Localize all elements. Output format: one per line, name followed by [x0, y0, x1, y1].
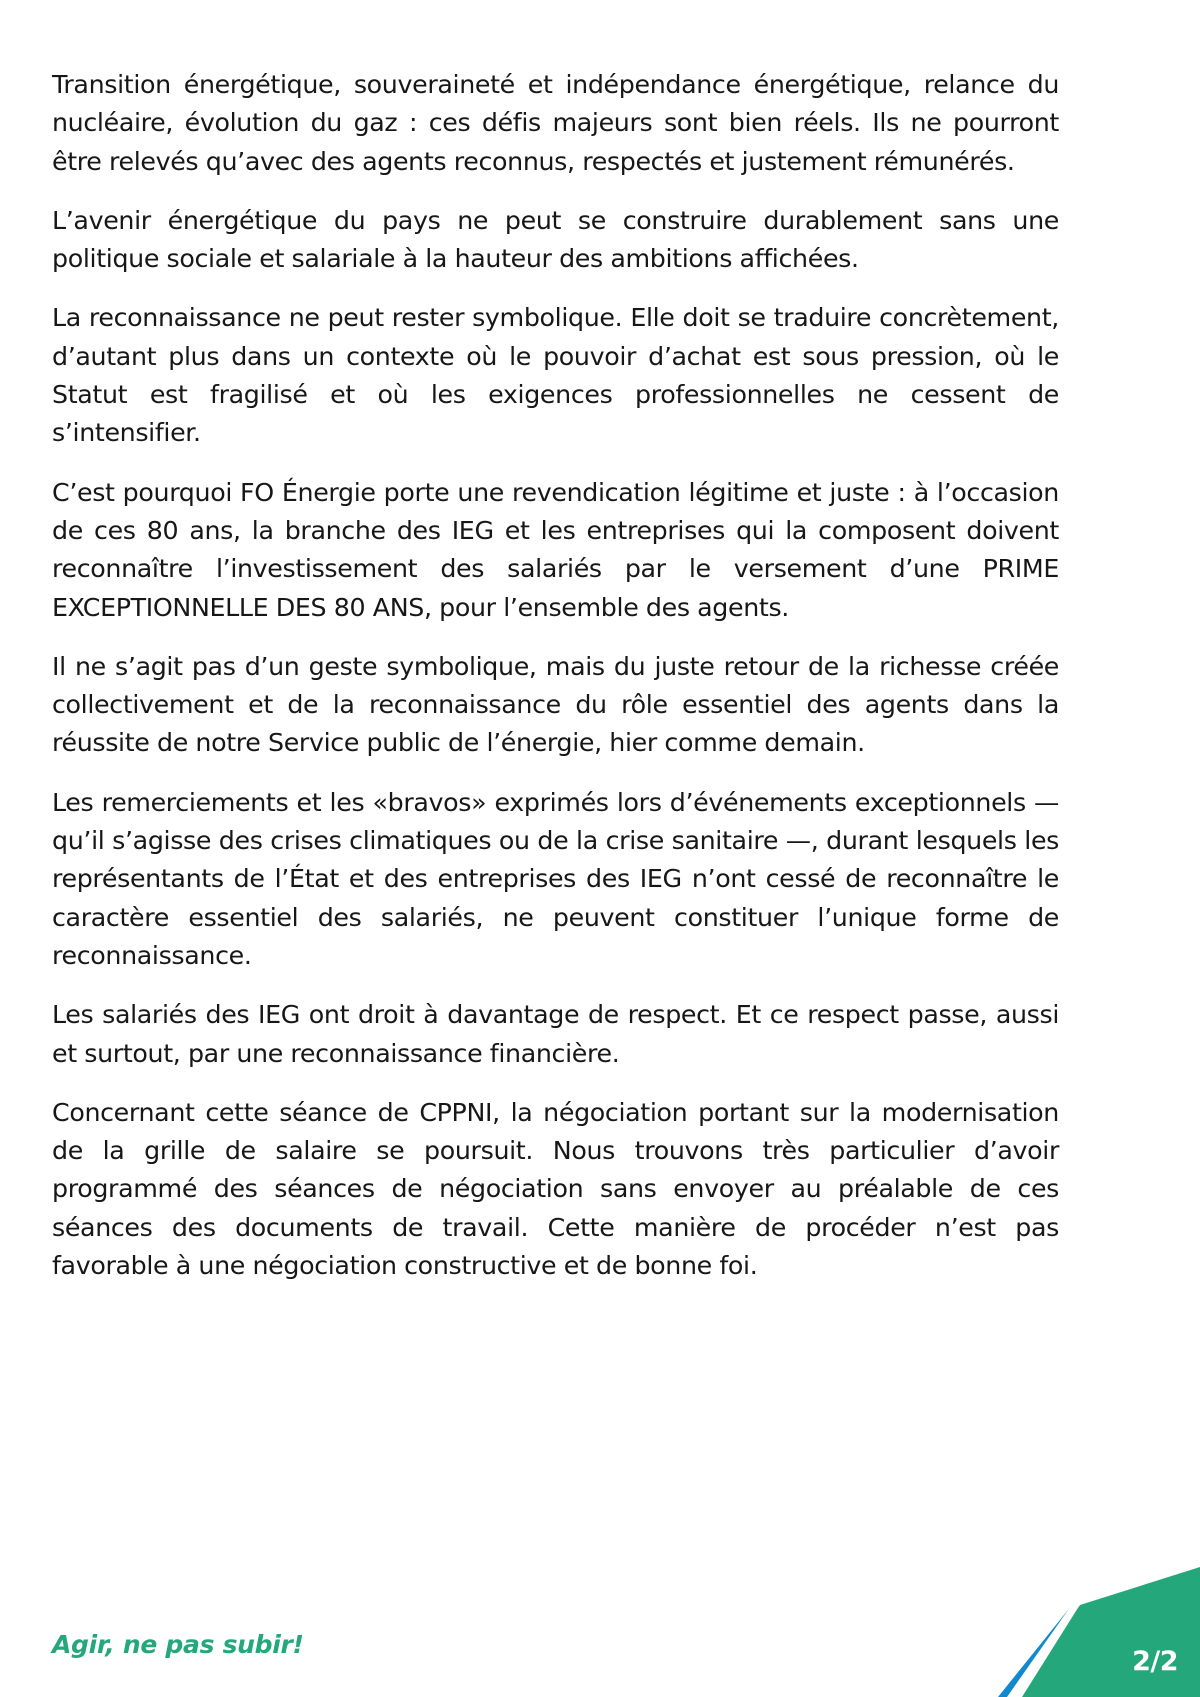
paragraph: C’est pourquoi FO Énergie porte une revendication légitime et juste : à l’occasion de ces 80 ans, la branche des IEG et les entreprises qui la composent doivent reconnaître l’investissement des salariés par le versement d’une PRIME EXCEPTIONNELLE DES 80 ANS, pour l’ensemble des agents. — [52, 477, 1059, 622]
page-footer — [0, 1537, 1200, 1697]
page-number: 2/2 — [1132, 1646, 1178, 1677]
green-band-shape — [1010, 1567, 1200, 1697]
paragraph: Les remerciements et les «bravos» exprimés lors d’événements exceptionnels — qu’il s’agisse des crises climatiques ou de la crise sanitaire —, durant lesquels les représentants de l’État et des entreprises des IEG n’ont cessé de reconnaître le caractère essentiel des salariés, ne peuvent constituer l’unique forme de reconnaissance. — [52, 787, 1059, 970]
paragraph: L’avenir énergétique du pays ne peut se construire durablement sans une politique sociale et salariale à la hauteur des ambitions affichées. — [52, 205, 1059, 274]
paragraph: La reconnaissance ne peut rester symbolique. Elle doit se traduire concrètement, d’autant plus dans un contexte où le pouvoir d’achat est sous pression, où le Statut est fragilisé et où les exigences professionnelles ne cessent de s’intensifier. — [52, 303, 1059, 448]
paragraph: Concernant cette séance de CPPNI, la négociation portant sur la modernisation de la grille de salaire se poursuit. Nous trouvons très particulier d’avoir programmé des séances de négociation sans envoyer au préalable de ces séances des documents de travail. Cette manière de procéder n’est pas favorable à une négociation constructive et de bonne foi. — [52, 1097, 1059, 1281]
paragraph: Il ne s’agit pas d’un geste symbolique, mais du juste retour de la richesse créée collectivement et de la reconnaissance du rôle essentiel des agents dans la réussite de notre Service public de l’énergie, hier comme demain. — [52, 651, 1059, 758]
footer-corner-graphic — [980, 1557, 1200, 1697]
document-body — [52, 66, 1059, 1285]
paragraph: Transition énergétique, souveraineté et indépendance énergétique, relance du nucléaire, évolution du gaz : ces défis majeurs sont bien réels. Ils ne pourront être relevés qu’avec des agents reconnus, respectés et justement rémunérés. — [52, 70, 1059, 176]
footer-slogan: Agir, ne pas subir! — [52, 1630, 304, 1659]
paragraph: Les salariés des IEG ont droit à davantage de respect. Et ce respect passe, aussi et surtout, par une reconnaissance financière. — [52, 1000, 1059, 1068]
